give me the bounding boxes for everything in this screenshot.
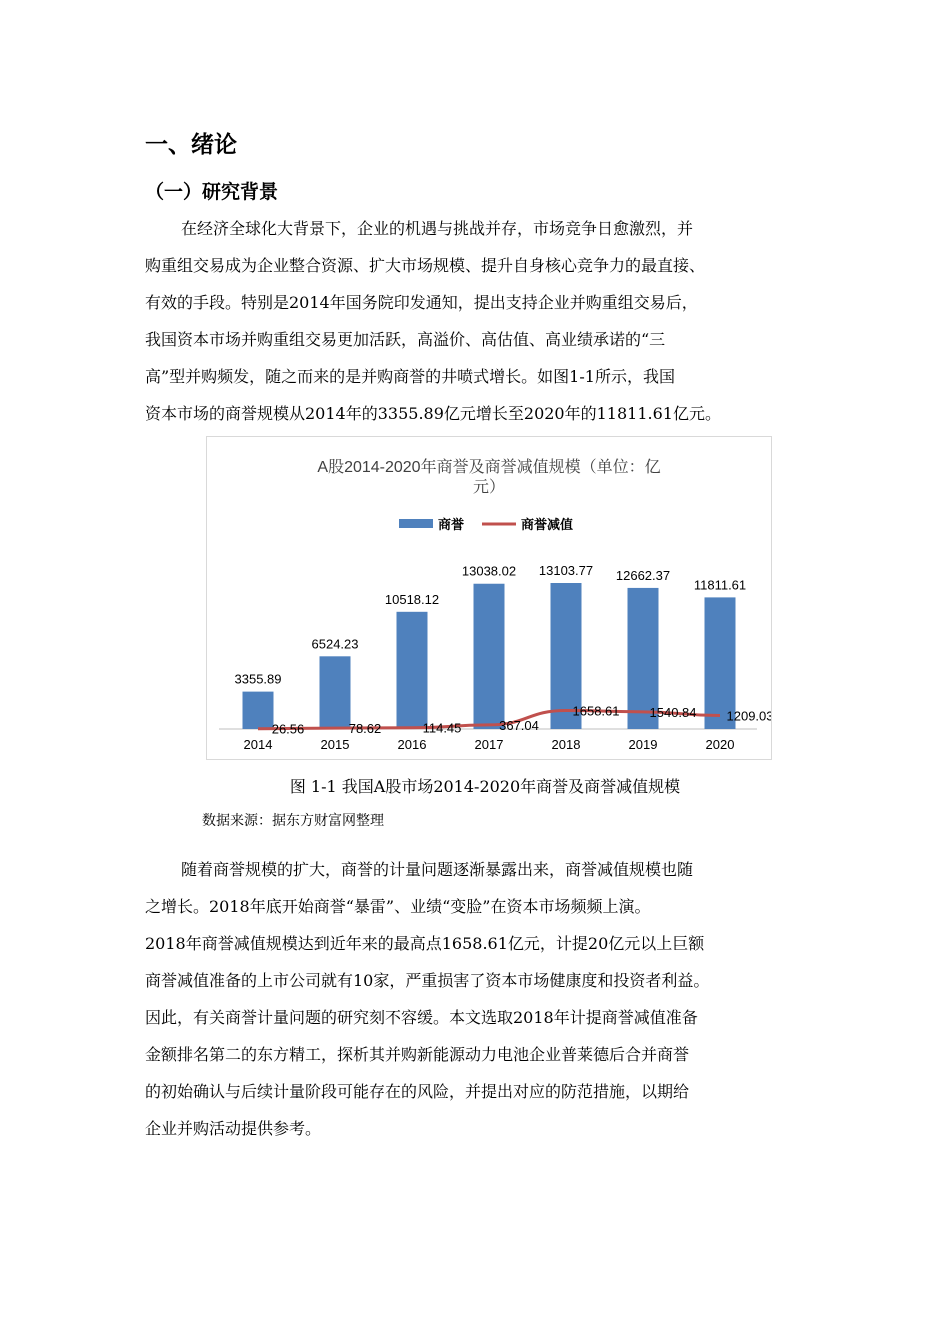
x-tick-label: 2019 (628, 737, 658, 752)
subsection-heading: （一）研究背景 (145, 181, 279, 203)
bar (474, 584, 505, 729)
line-data-label: 1658.61 (572, 703, 620, 719)
text-line: 商誉减值准备的上市公司就有10家，严重损害了资本市场健康度和投资者利益。 (145, 971, 710, 990)
line-data-label: 1209.03 (726, 708, 771, 724)
bar-data-label: 13103.77 (538, 563, 594, 578)
text-line: 在经济全球化大背景下，企业的机遇与挑战并存，市场竞争日愈激烈，并 (181, 219, 694, 238)
text-line: 的初始确认与后续计量阶段可能存在的风险，并提出对应的防范措施，以期给 (145, 1082, 690, 1101)
text-line: 有效的手段。特别是2014年国务院印发通知，提出支持企业并购重组交易后， (145, 293, 698, 312)
line-data-label: 114.45 (422, 720, 462, 736)
text-line: 之增长。2018年底开始商誉“暴雷”、业绩“变脸”在资本市场频频上演。 (145, 897, 651, 916)
figure-source: 数据来源：据东方财富网整理 (202, 813, 384, 829)
text-line: 购重组交易成为企业整合资源、扩大市场规模、提升自身核心竞争力的最直接、 (145, 256, 706, 275)
bar (243, 692, 274, 729)
x-tick-label: 2015 (320, 737, 350, 752)
line-data-label: 367.04 (499, 717, 539, 733)
x-tick-label: 2016 (397, 737, 427, 752)
bar-data-label: 10518.12 (384, 591, 440, 607)
chart-title-line-2: 元） (472, 479, 506, 496)
bar-data-label: 11811.61 (693, 577, 747, 593)
chart-svg (207, 437, 771, 759)
text-line: 2018年商誉减值规模达到近年来的最高点1658.61亿元，计提20亿元以上巨额 (145, 934, 705, 953)
chart-title-line-1: A股2014-2020年商誉及商誉减值规模（单位：亿 (317, 459, 661, 476)
figure-caption: 图 1-1 我国A股市场2014-2020年商誉及商誉减值规模 (289, 777, 681, 796)
legend-swatch-goodwill (399, 519, 433, 528)
goodwill-chart (206, 436, 772, 760)
x-tick-label: 2020 (705, 737, 735, 752)
x-tick-label: 2014 (243, 737, 273, 752)
bar-data-label: 13038.02 (461, 563, 517, 579)
text-line: 金额排名第二的东方精工，探析其并购新能源动力电池企业普莱德后合并商誉 (145, 1045, 690, 1064)
legend-label-impairment: 商誉减值 (521, 517, 574, 532)
text-line: 随着商誉规模的扩大，商誉的计量问题逐渐暴露出来，商誉减值规模也随 (181, 860, 694, 879)
text-line: 企业并购活动提供参考。 (145, 1119, 322, 1138)
bar (397, 612, 428, 729)
bar-data-label: 6524.23 (311, 636, 359, 652)
bar (320, 656, 351, 729)
line-data-label: 26.56 (271, 721, 305, 737)
line-data-label: 1540.84 (649, 704, 697, 720)
x-tick-label: 2017 (474, 737, 504, 752)
bar-data-label: 3355.89 (234, 671, 282, 687)
section-heading: 一、绪论 (145, 132, 237, 158)
x-tick-label: 2018 (551, 737, 581, 752)
bar-data-label: 12662.37 (615, 567, 671, 583)
text-line: 资本市场的商誉规模从2014年的3355.89亿元增长至2020年的11811.61亿元。 (145, 404, 721, 423)
text-line: 我国资本市场并购重组交易更加活跃，高溢价、高估值、高业绩承诺的“三 (145, 330, 666, 349)
text-line: 高”型并购频发，随之而来的是并购商誉的井喷式增长。如图1-1所示，我国 (145, 367, 675, 386)
line-data-label: 78.62 (348, 721, 382, 737)
legend-label-goodwill: 商誉 (438, 517, 465, 532)
text-line: 因此，有关商誉计量问题的研究刻不容缓。本文选取2018年计提商誉减值准备 (145, 1008, 698, 1027)
